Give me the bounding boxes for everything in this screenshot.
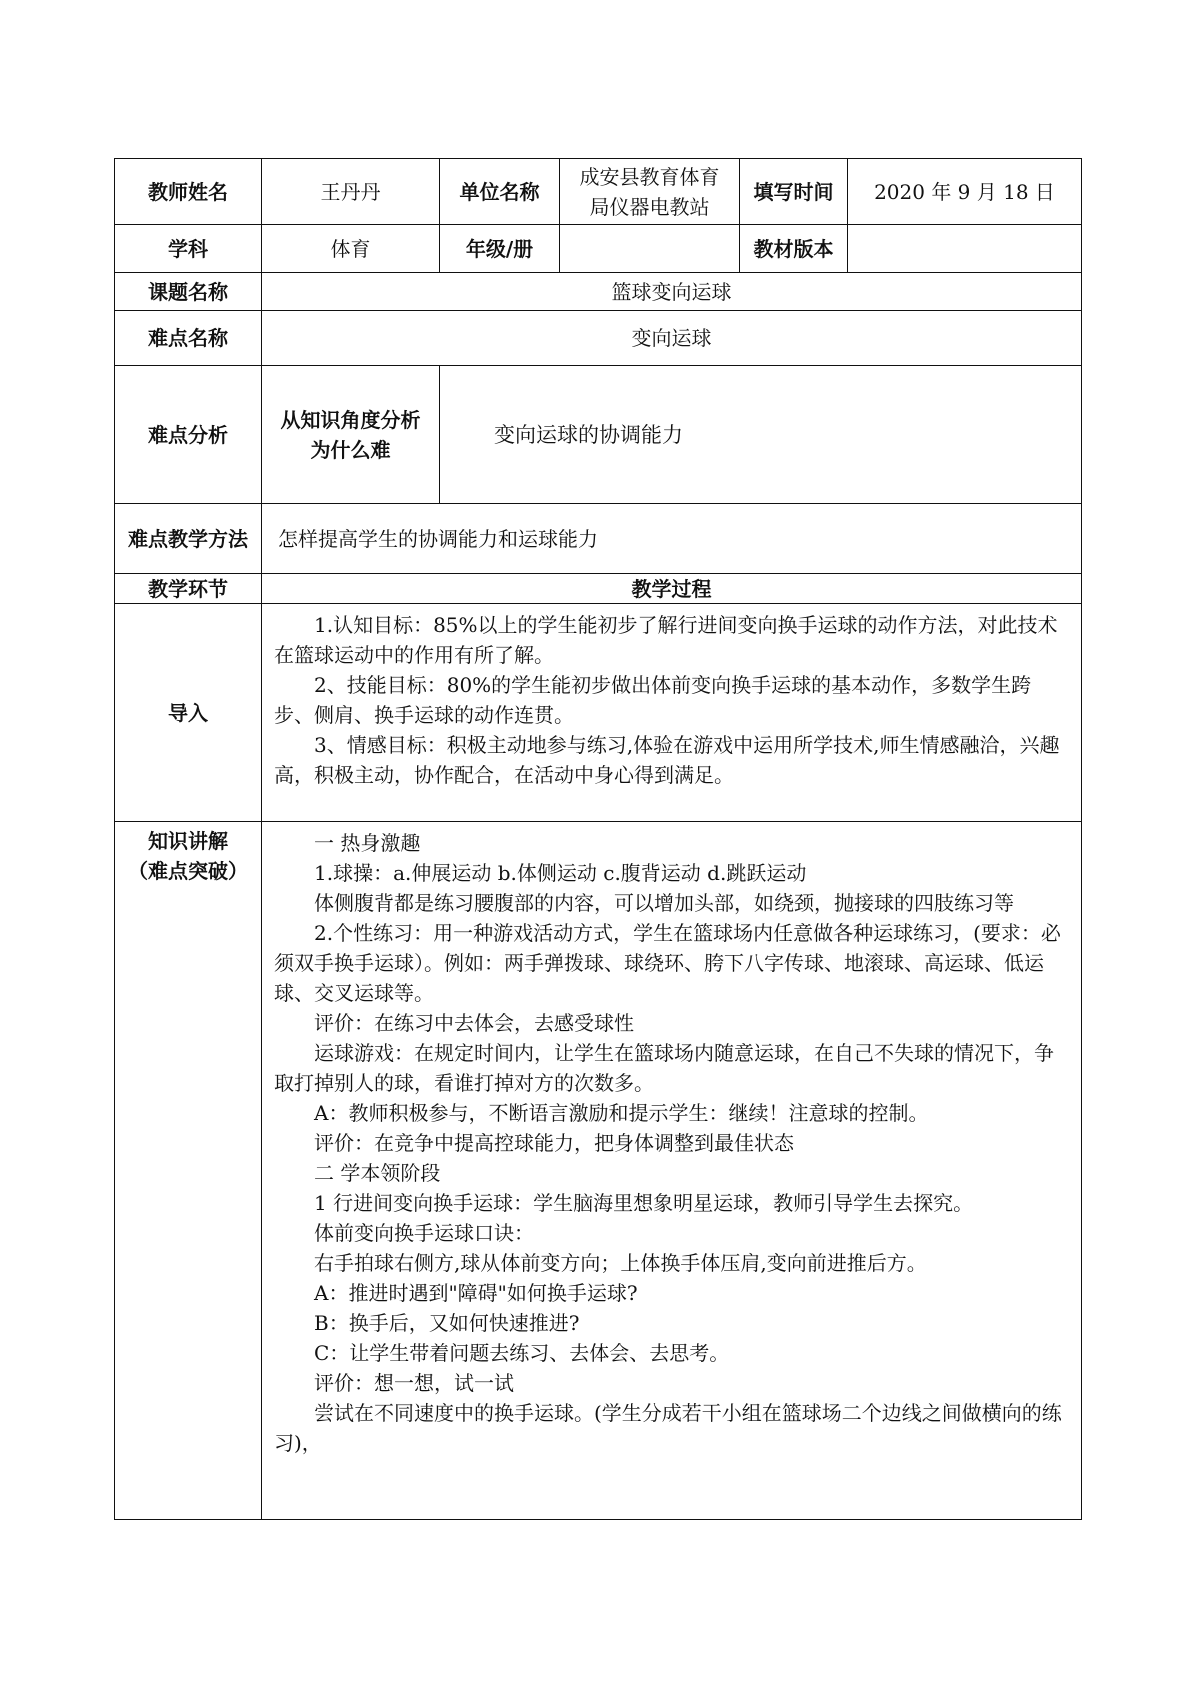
- knowledge-content: [262, 822, 1082, 1520]
- intro-paragraph: 1.认知目标：85%以上的学生能初步了解行进间变向换手运球的动作方法，对此技术在篮球运动中的作用有所了解。: [274, 613, 1058, 667]
- analysis-label: 难点分析: [115, 366, 262, 504]
- analysis-row: [115, 366, 1082, 504]
- knowledge-paragraph: 一 热身激趣: [314, 831, 421, 855]
- knowledge-paragraph: 运球游戏：在规定时间内，让学生在篮球场内随意运球，在自己不失球的情况下，争取打掉别人的球，看谁打掉对方的次数多。: [274, 1041, 1054, 1095]
- knowledge-paragraph: 体前变向换手运球口诀：: [314, 1221, 534, 1245]
- analysis-sub-label: [262, 366, 440, 504]
- difficulty-row: [115, 311, 1082, 366]
- difficulty-value: 变向运球: [262, 311, 1082, 366]
- fill-date-label: 填写时间: [740, 159, 848, 225]
- knowledge-paragraph: 2.个性练习：用一种游戏活动方式，学生在篮球场内任意做各种运球练习，(要求：必须双手换手运球）。例如：两手弹拨球、球绕环、胯下八字传球、地滚球、高运球、低运球、交叉运球等。: [274, 921, 1061, 1005]
- knowledge-paragraph: 1 行进间变向换手运球：学生脑海里想象明星运球，教师引导学生去探究。: [314, 1191, 974, 1215]
- intro-paragraph: 2、技能目标：80%的学生能初步做出体前变向换手运球的基本动作，多数学生跨步、侧肩、换手运球的动作连贯。: [274, 673, 1032, 727]
- intro-label: 导入: [115, 604, 262, 822]
- knowledge-paragraph: C：让学生带着问题去练习、去体会、去思考。: [314, 1341, 730, 1365]
- knowledge-paragraph: 评价：在练习中去体会，去感受球性: [314, 1011, 634, 1035]
- grade-label: 年级/册: [440, 225, 560, 273]
- info-row-2: [115, 225, 1082, 273]
- subject-label: 学科: [115, 225, 262, 273]
- knowledge-paragraph: 尝试在不同速度中的换手运球。(学生分成若干小组在篮球场二个边线之间做横向的练习)，: [274, 1401, 1062, 1455]
- knowledge-label: [115, 822, 262, 1520]
- method-value: 怎样提高学生的协调能力和运球能力: [262, 504, 1082, 574]
- analysis-value: 变向运球的协调能力: [440, 366, 1082, 504]
- unit-name-label: 单位名称: [440, 159, 560, 225]
- lesson-plan-table: [114, 158, 1082, 1520]
- process-header-row: [115, 574, 1082, 604]
- difficulty-label: 难点名称: [115, 311, 262, 366]
- process-header-label: 教学过程: [262, 574, 1082, 604]
- grade-value: [560, 225, 740, 273]
- knowledge-label-line2: （难点突破）: [128, 859, 248, 883]
- knowledge-row: [115, 822, 1082, 1520]
- topic-label: 课题名称: [115, 273, 262, 311]
- knowledge-paragraph: 评价：想一想，试一试: [314, 1371, 514, 1395]
- topic-value: 篮球变向运球: [262, 273, 1082, 311]
- knowledge-paragraph: 体侧腹背都是练习腰腹部的内容，可以增加头部，如绕颈，抛接球的四肢练习等: [314, 891, 1014, 915]
- knowledge-paragraph: A：教师积极参与，不断语言激励和提示学生：继续！注意球的控制。: [314, 1101, 929, 1125]
- knowledge-paragraph: B：换手后，又如何快速推进?: [314, 1311, 580, 1335]
- section-header-label: 教学环节: [115, 574, 262, 604]
- intro-paragraph: 3、情感目标：积极主动地参与练习,体验在游戏中运用所学技术,师生情感融洽，兴趣高，积极主动，协作配合，在活动中身心得到满足。: [274, 733, 1060, 787]
- intro-row: [115, 604, 1082, 822]
- analysis-sub-label-line1: 从知识角度分析: [280, 407, 421, 432]
- teacher-name-label: 教师姓名: [115, 159, 262, 225]
- knowledge-paragraph: 右手拍球右侧方,球从体前变方向；上体换手体压肩,变向前进推后方。: [314, 1251, 927, 1275]
- subject-value: 体育: [262, 225, 440, 273]
- method-row: [115, 504, 1082, 574]
- knowledge-paragraph: A：推进时遇到"障碍"如何换手运球?: [314, 1281, 638, 1305]
- info-row-1: [115, 159, 1082, 225]
- edition-label: 教材版本: [740, 225, 848, 273]
- unit-name-value: 成安县教育体育局仪器电教站: [560, 159, 740, 225]
- teacher-name-value: 王丹丹: [262, 159, 440, 225]
- analysis-sub-label-line2: 为什么难: [310, 437, 391, 462]
- knowledge-paragraph: 二 学本领阶段: [314, 1161, 441, 1185]
- topic-row: [115, 273, 1082, 311]
- knowledge-paragraph: 1.球操：a.伸展运动 b.体侧运动 c.腹背运动 d.跳跃运动: [314, 861, 807, 885]
- intro-content: [262, 604, 1082, 822]
- knowledge-paragraph: 评价：在竞争中提高控球能力，把身体调整到最佳状态: [314, 1131, 794, 1155]
- fill-date-value: 2020 年 9 月 18 日: [848, 159, 1082, 225]
- method-label: 难点教学方法: [115, 504, 262, 574]
- edition-value: [848, 225, 1082, 273]
- knowledge-label-line1: 知识讲解: [148, 829, 228, 853]
